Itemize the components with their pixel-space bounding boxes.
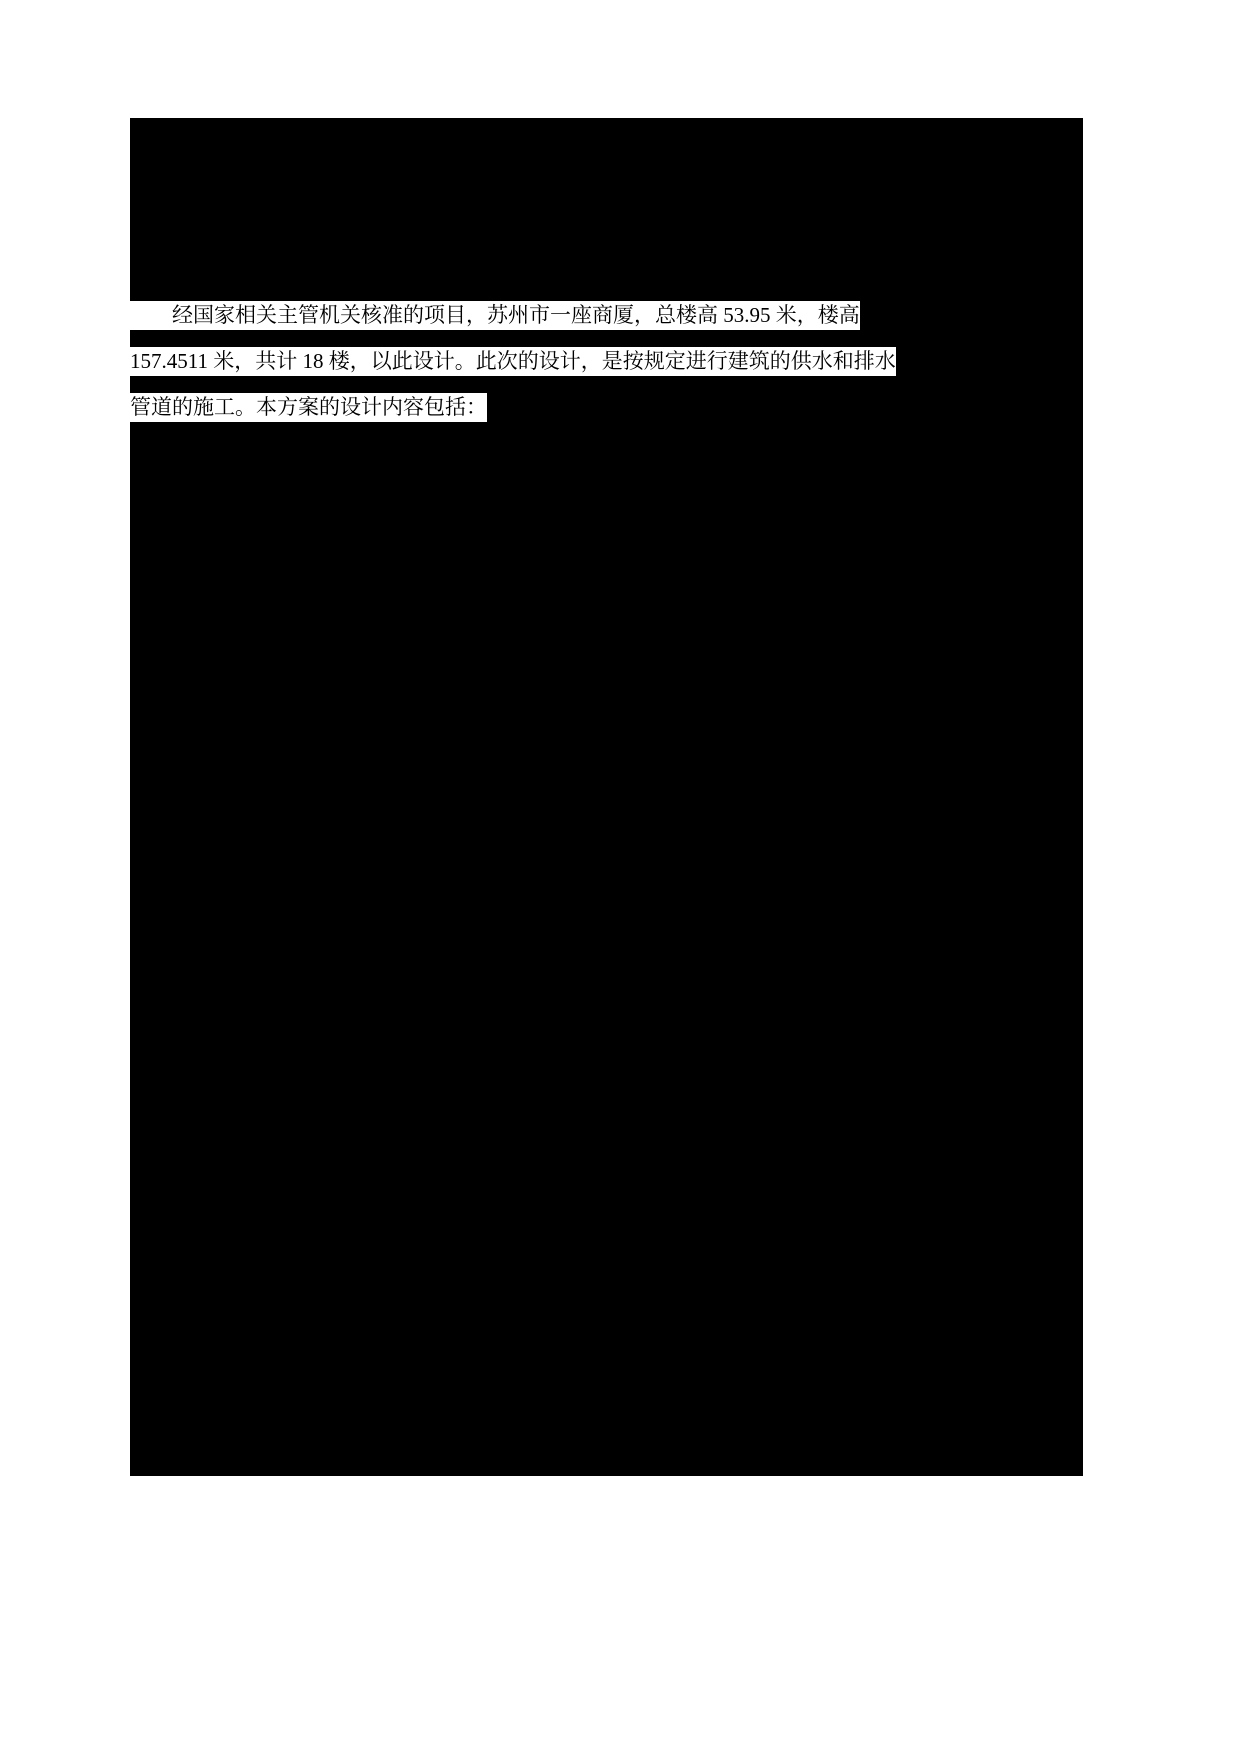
paragraph-line-text: 经国家相关主管机关核准的项目，苏州市一座商厦，总楼高 53.95 米，楼高 xyxy=(130,301,860,330)
paragraph-line xyxy=(130,338,1083,384)
paragraph-line xyxy=(130,292,1083,338)
paragraph-line xyxy=(130,384,1083,430)
body-paragraph xyxy=(130,292,1083,430)
paragraph-line-text: 管道的施工。本方案的设计内容包括： xyxy=(130,393,487,422)
paragraph-line-text: 157.4511 米，共计 18 楼，以此设计。此次的设计，是按规定进行建筑的供水和排水 xyxy=(130,347,896,376)
